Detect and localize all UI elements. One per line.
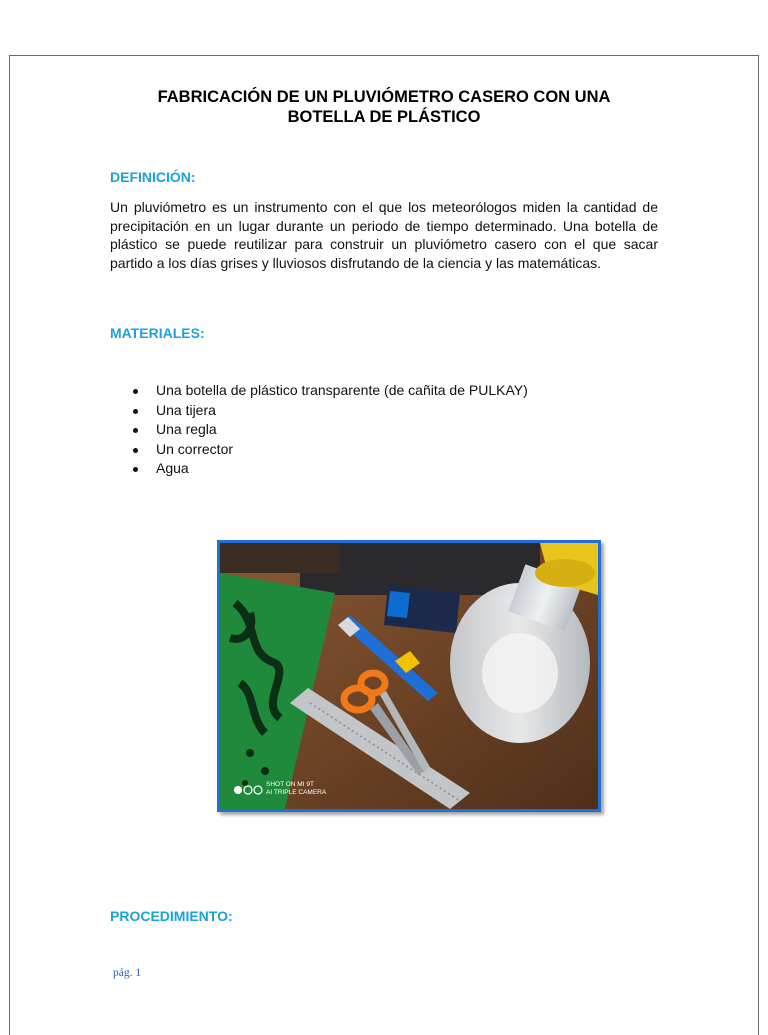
list-item: Una botella de plástico transparente (de cañita de PULKAY) (110, 381, 528, 401)
title-line-1: FABRICACIÓN DE UN PLUVIÓMETRO CASERO CON UNA (157, 88, 611, 106)
bullet-icon (133, 448, 138, 453)
page-number: pág. 1 (113, 967, 142, 979)
list-item: Una tijera (110, 401, 528, 421)
document-title (10, 87, 758, 127)
document-page (9, 55, 759, 1035)
heading-definicion: DEFINICIÓN: (110, 169, 196, 185)
list-item: Agua (110, 459, 528, 479)
title-line-2: BOTELLA DE PLÁSTICO (287, 108, 481, 126)
definition-paragraph: Un pluviómetro es un instrumento con el que los meteorólogos miden la cantidad de precipitación en un lugar durante un periodo de tiempo determinado. Una botella de plástico se puede reutilizar para construir un pluviómetro casero con el que sacar partido a los días grises y lluviosos disfrutando de la ciencia y las matemáticas. (110, 199, 658, 271)
materials-photo (217, 540, 601, 812)
photo-watermark-line-1: SHOT ON MI 9T (266, 781, 314, 788)
photo-watermark-line-2: AI TRIPLE CAMERA (266, 789, 327, 796)
materials-photo-illustration (220, 543, 598, 809)
heading-procedimiento: PROCEDIMIENTO: (110, 908, 233, 924)
bullet-icon (133, 389, 138, 394)
heading-materiales: MATERIALES: (110, 325, 205, 341)
materials-list (110, 381, 528, 479)
bullet-icon (133, 409, 138, 414)
list-item: Una regla (110, 420, 528, 440)
list-item: Un corrector (110, 440, 528, 460)
bullet-icon (133, 428, 138, 433)
bullet-icon (133, 467, 138, 472)
